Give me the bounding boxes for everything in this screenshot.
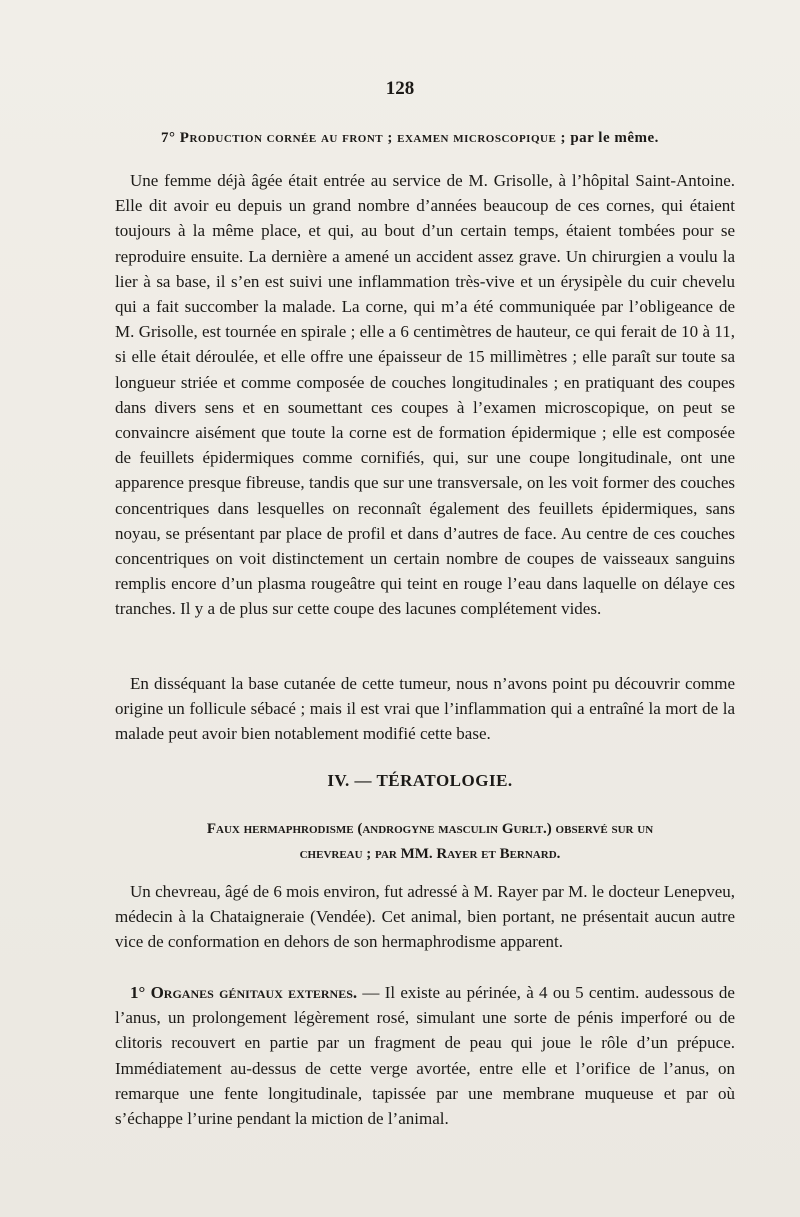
subsection-line-1: Faux hermaphrodisme (androgyne masculin Gurlt.) observé sur un [206,821,654,837]
subsection-line-2: chevreau ; par MM. Rayer et Bernard. [299,846,561,862]
paragraph-4 [115,980,735,1131]
heading-byline: par le même. [570,130,659,146]
page-number: 128 [385,78,415,99]
subsection-heading [140,817,720,867]
paragraph-4-text [115,980,735,1131]
paragraph-1 [115,168,735,622]
paragraph-1-text: Une femme déjà âgée était entrée au service de M. Grisolle, à l’hôpital Saint-Antoine. Elle dit avoir eu depuis un grand nombre d’années beaucoup de ces cornes, qui étaient toujours à la même place, et qui, au bout d’un certain temps, étaient tombées pour se reproduire ensuite. La dernière a amené un accident assez grave. Un chirurgien a voulu la lier à sa base, il s’en est suivi une inflammation très-vive et un érysipèle du cuir chevelu qui a fait succomber la malade. La corne, qui m’a été communiquée par l’obligeance de M. Grisolle, est tournée en spirale ; elle a 6 centimètres de hauteur, ce qui ferait de 10 à 11, si elle était déroulée, et elle offre une épaisseur de 15 millimètres ; elle paraît sur toute sa longueur striée et comme composée de couches longitudinales ; en pratiquant des coupes dans divers sens et en soumettant ces coupes à l’examen microscopique, on peut se convaincre aisément que toute la corne est de formation épidermique ; elle est composée de feuillets épidermiques comme cornifiés, qui, sur une coupe longitudinale, ont une apparence presque fibreuse, tandis que sur une transversale, on les voit former des couches concentriques dans lesquelles on reconnaît également des feuillets épidermiques, sans noyau, se présentant par place de profil et dans d’autres de face. Au centre de ces couches concentriques on voit distinctement un certain nombre de coupes de vaisseaux sanguins remplis encore d’un plasma rougeâtre qui teint en rouge l’eau dans laquelle on délaye ces tranches. Il y a de plus sur cette coupe des lacunes complétement vides. [115,171,735,619]
paragraph-3 [115,879,735,955]
paragraph-3-text: Un chevreau, âgé de 6 mois environ, fut adressé à M. Rayer par M. le docteur Lenepveu, médecin à la Chataigneraie (Vendée). Cet animal, bien portant, ne présentait aucun autre vice de conformation en dehors de son hermaphrodisme apparent. [115,882,735,952]
heading-prefix: 7° [161,130,176,146]
paragraph-2 [115,671,735,747]
section-heading-production-cornee [110,130,710,147]
paragraph-2-text: En disséquant la base cutanée de cette tumeur, nous n’avons point pu découvrir comme origine un follicule sébacé ; mais il est vrai que l’inflammation qui a entraîné la mort de la malade peut avoir bien notablement modifié cette base. [115,674,735,744]
paragraph-4-lead: 1° Organes génitaux externes. [130,983,358,1002]
heading-title: Production cornée au front ; examen microscopique ; [179,130,567,146]
paragraph-4-body: — Il existe au périnée, à 4 ou 5 centim. audessous de l’anus, un prolongement légèrement rosé, simulant une sorte de pénis imperforé ou de clitoris recouvert en partie par un fragment de peau qui joue le rôle d’un prépuce. Immédiatement au-dessus de cette verge avortée, entre elle et l’orifice de l’anus, on remarque une fente longitudinale, tapissée par une membrane muqueuse et par où s’échappe l’urine pendant la miction de l’animal. [115,983,735,1129]
section-heading-teratologie: IV. — TÉRATOLOGIE. [327,771,513,790]
